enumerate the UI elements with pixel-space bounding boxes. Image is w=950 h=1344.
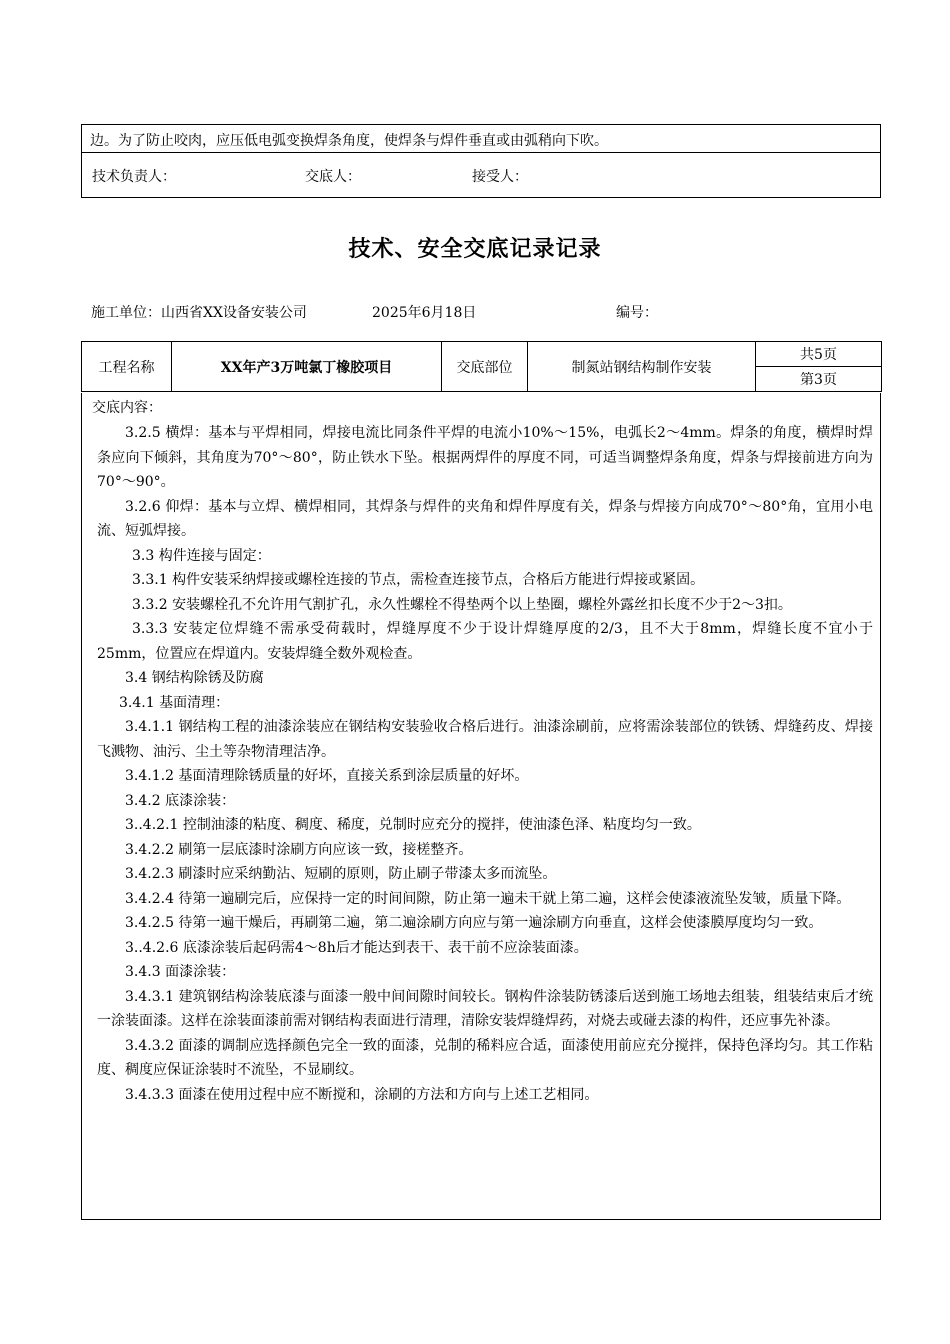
continuation-row bbox=[82, 125, 880, 153]
page-title: 技术、安全交底记录记录 bbox=[348, 236, 602, 262]
paragraph: 3.4.2.5 待第一遍干燥后，再刷第二遍，第二遍涂刷方向应与第一遍涂刷方向垂直，这样会使漆膜厚度均匀一致。 bbox=[125, 915, 823, 931]
paragraph: 3.4.3.1 建筑钢结构涂装底漆与面漆一般中间间隙时间较长。钢构件涂装防锈漆后送到施工场地去组装，组装结束后才统一涂装面漆。这样在涂装面漆前需对钢结构表面进行清理，清除安装焊缝焊药，对烧去或碰去漆的构件，还应事先补漆。 bbox=[97, 988, 873, 1029]
paragraph: 3.3 构件连接与固定： bbox=[132, 547, 271, 564]
paragraph: 3.3.3 安装定位焊缝不需承受荷载时，焊缝厚度不少于设计焊缝厚度的2/3，且不大于8mm，焊缝长度不宜小于25mm，位置应在焊道内。安装焊缝全数外观检查。 bbox=[97, 621, 873, 662]
total-pages: 共5页 bbox=[756, 342, 882, 367]
paragraph: 3.4.1.2 基面清理除锈质量的好坏，直接关系到涂层质量的好坏。 bbox=[125, 768, 529, 784]
paragraph: 3.4.3.3 面漆在使用过程中应不断搅和，涂刷的方法和方向与上述工艺相同。 bbox=[125, 1086, 599, 1103]
record-date: 2025年6月18日 bbox=[372, 305, 477, 321]
paragraph: 3.2.6 仰焊：基本与立焊、横焊相同，其焊条与焊件的夹角和焊件厚度有关，焊条与焊接方向成70°～80°角，宜用小电流、短弧焊接。 bbox=[97, 498, 873, 539]
content-section bbox=[81, 393, 881, 1220]
header-table bbox=[81, 341, 882, 392]
paragraph: 3.4.2.3 刷漆时应采纳勤沾、短刷的原则，防止刷子带漆太多而流坠。 bbox=[125, 866, 557, 882]
tech-lead-signature: 技术负责人： bbox=[92, 169, 176, 185]
current-page: 第3页 bbox=[756, 367, 882, 392]
previous-page-table bbox=[81, 124, 881, 198]
paragraph: 3..4.2.1 控制油漆的粘度、稠度、稀度，兑制时应充分的搅拌，使油漆色泽、粘度均匀一致。 bbox=[125, 817, 701, 833]
paragraph: 3.2.5 横焊：基本与平焊相同，焊接电流比同条件平焊的电流小10%～15%，电弧长2～4mm。焊条的角度，横焊时焊条应向下倾斜，其角度为70°～80°，防止铁水下坠。根据两焊件的厚度不同，可适当调整焊条角度，焊条与焊接前进方向为70°～90°。 bbox=[97, 425, 873, 490]
project-label: 工程名称 bbox=[82, 342, 172, 392]
receiver-signature: 接受人： bbox=[472, 169, 528, 185]
paragraph: 3.4.1 基面清理： bbox=[119, 694, 230, 711]
paragraph: 3..4.2.6 底漆涂装后起码需4～8h后才能达到表干、表干前不应涂装面漆。 bbox=[125, 939, 588, 956]
presenter-signature: 交底人： bbox=[305, 169, 361, 185]
paragraph: 3.3.2 安装螺栓孔不允许用气割扩孔，永久性螺栓不得垫两个以上垫圈，螺栓外露丝扣长度不少于2～3扣。 bbox=[132, 596, 792, 613]
paragraph: 3.4.3 面漆涂装： bbox=[125, 964, 236, 980]
paragraph: 3.4 钢结构除锈及防腐 bbox=[125, 670, 264, 686]
content-label: 交底内容： bbox=[92, 400, 162, 416]
paragraph: 3.4.2.4 待第一遍刷完后，应保持一定的时间间隙，防止第一遍未干就上第二遍，这样会使漆液流坠发皱，质量下降。 bbox=[125, 890, 851, 907]
part-value: 制氮站钢结构制作安装 bbox=[528, 342, 756, 392]
paragraph: 3.4.3.2 面漆的调制应选择颜色完全一致的面漆，兑制的稀料应合适，面漆使用前应充分搅拌，保持色泽均匀。其工作粘度、稠度应保证涂装时不流坠，不显刷纹。 bbox=[97, 1037, 873, 1078]
content-body bbox=[97, 421, 873, 1107]
part-label: 交底部位 bbox=[442, 342, 528, 392]
project-name: XX年产3万吨氯丁橡胶项目 bbox=[172, 342, 442, 392]
record-number: 编号： bbox=[616, 305, 658, 321]
continuation-text: 边。为了防止咬肉，应压低电弧变换焊条角度，使焊条与焊件垂直或由弧稍向下吹。 bbox=[90, 133, 608, 149]
paragraph: 3.4.1.1 钢结构工程的油漆涂装应在钢结构安装验收合格后进行。油漆涂刷前，应将需涂装部位的铁锈、焊缝药皮、焊接飞溅物、油污、尘土等杂物清理洁净。 bbox=[97, 719, 873, 760]
paragraph: 3.3.1 构件安装采纳焊接或螺栓连接的节点，需检查连接节点，合格后方能进行焊接或紧固。 bbox=[132, 572, 705, 588]
construction-unit: 施工单位：山西省XX设备安装公司 bbox=[91, 305, 307, 321]
paragraph: 3.4.2.2 刷第一层底漆时涂刷方向应该一致，接槎整齐。 bbox=[125, 841, 473, 858]
paragraph: 3.4.2 底漆涂装： bbox=[125, 792, 236, 809]
